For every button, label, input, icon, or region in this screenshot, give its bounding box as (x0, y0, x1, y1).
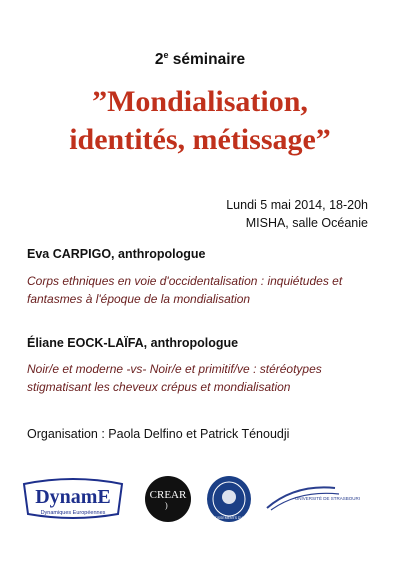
event-place: MISHA, salle Océanie (245, 216, 368, 230)
dyname-logo-text: DynamE (35, 486, 111, 508)
dyname-logo (18, 476, 128, 526)
speaker-1: Eva CARPIGO, anthropologue (27, 247, 206, 261)
speaker-2: Éliane EOCK-LAÏFA, anthropologue (27, 336, 239, 350)
dyname-logo-graphic (18, 476, 128, 526)
talk-2-title (27, 360, 377, 396)
dyname-logo-subtext: Dynamiques Européennes (40, 510, 106, 516)
seminar-sup: e (163, 50, 169, 60)
crea-logo-graphic (143, 474, 193, 524)
investissements-text: INVESTISSEMENTS D'AVENIR (205, 516, 253, 520)
crea-logo (143, 474, 193, 524)
svg-text:): ) (165, 501, 168, 510)
organisation-line: Organisation : Paola Delfino et Patrick Ténoudji (27, 427, 290, 441)
seminar-word: séminaire (172, 51, 246, 68)
crea-logo-text: CREAR (149, 489, 187, 501)
talk-1-line-1: Corps ethniques en voie d'occidentalisation : inquiétudes et (27, 274, 343, 288)
investissements-avenir-logo (205, 474, 253, 524)
title-line-1: ”Mondialisation, (92, 85, 308, 118)
universite-strasbourg-logo (265, 478, 360, 522)
talk-1-title (27, 272, 377, 308)
talk-2-line-1: Noir/e et moderne -vs- Noir/e et primitif/ve : stéréotypes (27, 362, 322, 376)
investissements-avenir-graphic (205, 474, 253, 524)
seminar-number: 2 (154, 51, 164, 68)
event-date: Lundi 5 mai 2014, 18-20h (226, 198, 368, 212)
unistra-text: UNIVERSITÉ DE STRASBOURG (295, 496, 360, 501)
event-info (226, 196, 368, 232)
talk-2-line-2: stigmatisant les cheveux crépus et mondialisation (27, 380, 291, 394)
title-line-2: identités, métissage” (69, 123, 331, 156)
unistra-graphic (265, 478, 360, 522)
talk-1-line-2: fantasmes à l'époque de la mondialisation (27, 292, 251, 306)
seminar-heading (0, 50, 400, 69)
